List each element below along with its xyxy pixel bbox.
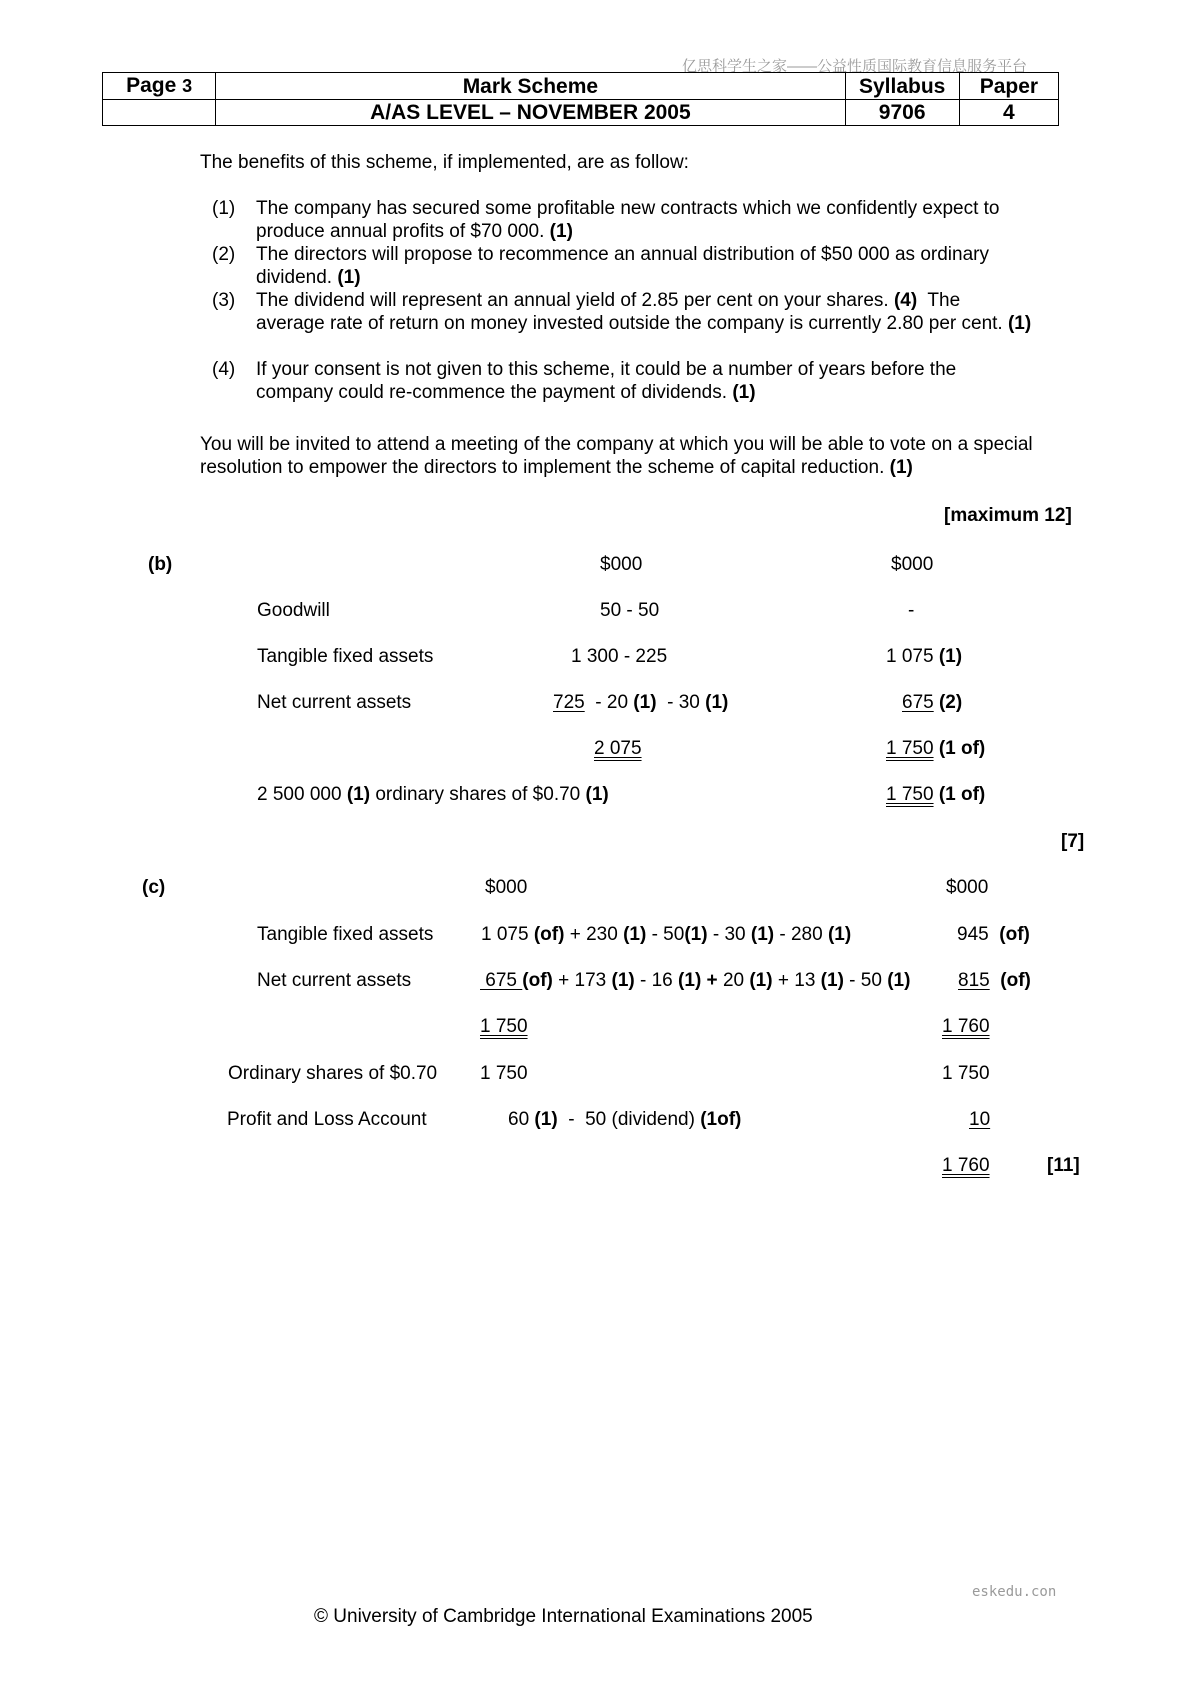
nca-calc: 725 - 20 (1) - 30 (1) — [553, 692, 729, 713]
benefit-num: (2) — [212, 244, 236, 265]
part-b-label: (b) — [148, 554, 173, 575]
c-shares-label: Ordinary shares of $0.70 — [228, 1063, 438, 1084]
max-mark-a: [maximum 12] — [944, 505, 1072, 526]
watermark-bottom: eskedu.con — [972, 1584, 1057, 1600]
header-table — [102, 72, 1059, 126]
part-b-col2-header: $000 — [891, 554, 934, 575]
max-mark-b: [7] — [1061, 831, 1085, 852]
c-nca-label: Net current assets — [257, 970, 412, 991]
c-tfa-result: 945 (of) — [957, 924, 1030, 945]
tfa-label: Tangible fixed assets — [257, 646, 434, 667]
benefit-text: The company has secured some profitable new contracts which we confidently expect to produce annual profits of $70 000. (1) — [256, 198, 1000, 242]
footer-copyright: © University of Cambridge International Examinations 2005 — [314, 1606, 813, 1627]
benefit-item-3 — [212, 289, 1032, 358]
page-label: Page — [126, 74, 177, 97]
tfa-calc: 1 300 - 225 — [571, 646, 668, 667]
c-pl-right: 10 — [969, 1109, 991, 1130]
page-cell — [103, 73, 216, 100]
c-tfa-label: Tangible fixed assets — [257, 924, 434, 945]
paper-label: Paper — [959, 73, 1058, 100]
benefit-item-4 — [212, 358, 1032, 404]
c-total-left: 1 750 — [480, 1016, 528, 1037]
benefit-num: (4) — [212, 359, 236, 380]
syllabus-value: 9706 — [845, 100, 959, 126]
c-total-right: 1 760 — [942, 1016, 990, 1037]
benefit-text: The dividend will represent an annual yield of 2.85 per cent on your shares. (4) The average rate of return on money invested outside the company is currently 2.80 per cent. (1) — [256, 290, 1032, 334]
benefit-item-1 — [212, 197, 1032, 243]
goodwill-label: Goodwill — [257, 600, 330, 621]
b-total-calc: 2 075 — [594, 738, 642, 759]
max-mark-c: [11] — [1047, 1155, 1080, 1176]
page-number: 3 — [182, 76, 193, 96]
c-shares-right: 1 750 — [942, 1063, 990, 1084]
c-grand-total: 1 760 — [942, 1155, 990, 1176]
c-pl-label: Profit and Loss Account — [227, 1109, 427, 1130]
c-nca-calc: 675 (of) + 173 (1) - 16 (1) + 20 (1) + 13 (1) - 50 (1) — [480, 970, 911, 991]
part-c-col2-header: $000 — [946, 877, 989, 898]
part-b-col1-header: $000 — [600, 554, 643, 575]
syllabus-label: Syllabus — [845, 73, 959, 100]
c-tfa-calc: 1 075 (of) + 230 (1) - 50(1) - 30 (1) - 280 (1) — [481, 924, 852, 945]
watermark-top: 亿思科学生之家——公益性质国际教育信息服务平台 — [682, 58, 1028, 75]
tfa-result: 1 075 (1) — [886, 646, 963, 667]
empty-cell — [103, 100, 216, 126]
c-nca-result: 815 (of) — [958, 970, 1031, 991]
header-subtitle: A/AS LEVEL – NOVEMBER 2005 — [216, 100, 845, 126]
nca-result: 675 (2) — [902, 692, 963, 713]
goodwill-calc: 50 - 50 — [600, 600, 660, 621]
c-pl-calc: 60 (1) - 50 (dividend) (1of) — [508, 1109, 742, 1130]
goodwill-result: - — [908, 600, 915, 621]
closing-paragraph: You will be invited to attend a meeting of the company at which you will be able to vote on a special resolution to empower the directors to implement the scheme of capital reduction. (1) — [200, 434, 1033, 478]
benefit-num: (1) — [212, 198, 236, 219]
c-shares-left: 1 750 — [480, 1063, 528, 1084]
header-title: Mark Scheme — [216, 73, 845, 100]
nca-label: Net current assets — [257, 692, 412, 713]
benefit-num: (3) — [212, 290, 236, 311]
intro-text: The benefits of this scheme, if implemented, are as follow: — [200, 152, 689, 173]
part-c-col1-header: $000 — [485, 877, 528, 898]
b-total-result: 1 750 (1 of) — [886, 738, 986, 759]
benefit-text: If your consent is not given to this scheme, it could be a number of years before the company could re-commence the payment of dividends. (1) — [256, 359, 957, 403]
b-shares-label: 2 500 000 (1) ordinary shares of $0.70 (1) — [257, 784, 609, 805]
benefit-item-2 — [212, 243, 1032, 289]
b-shares-result: 1 750 (1 of) — [886, 784, 986, 805]
paper-value: 4 — [959, 100, 1058, 126]
part-c-label: (c) — [142, 877, 166, 898]
benefit-text: The directors will propose to recommence an annual distribution of $50 000 as ordinary dividend. (1) — [256, 244, 989, 288]
